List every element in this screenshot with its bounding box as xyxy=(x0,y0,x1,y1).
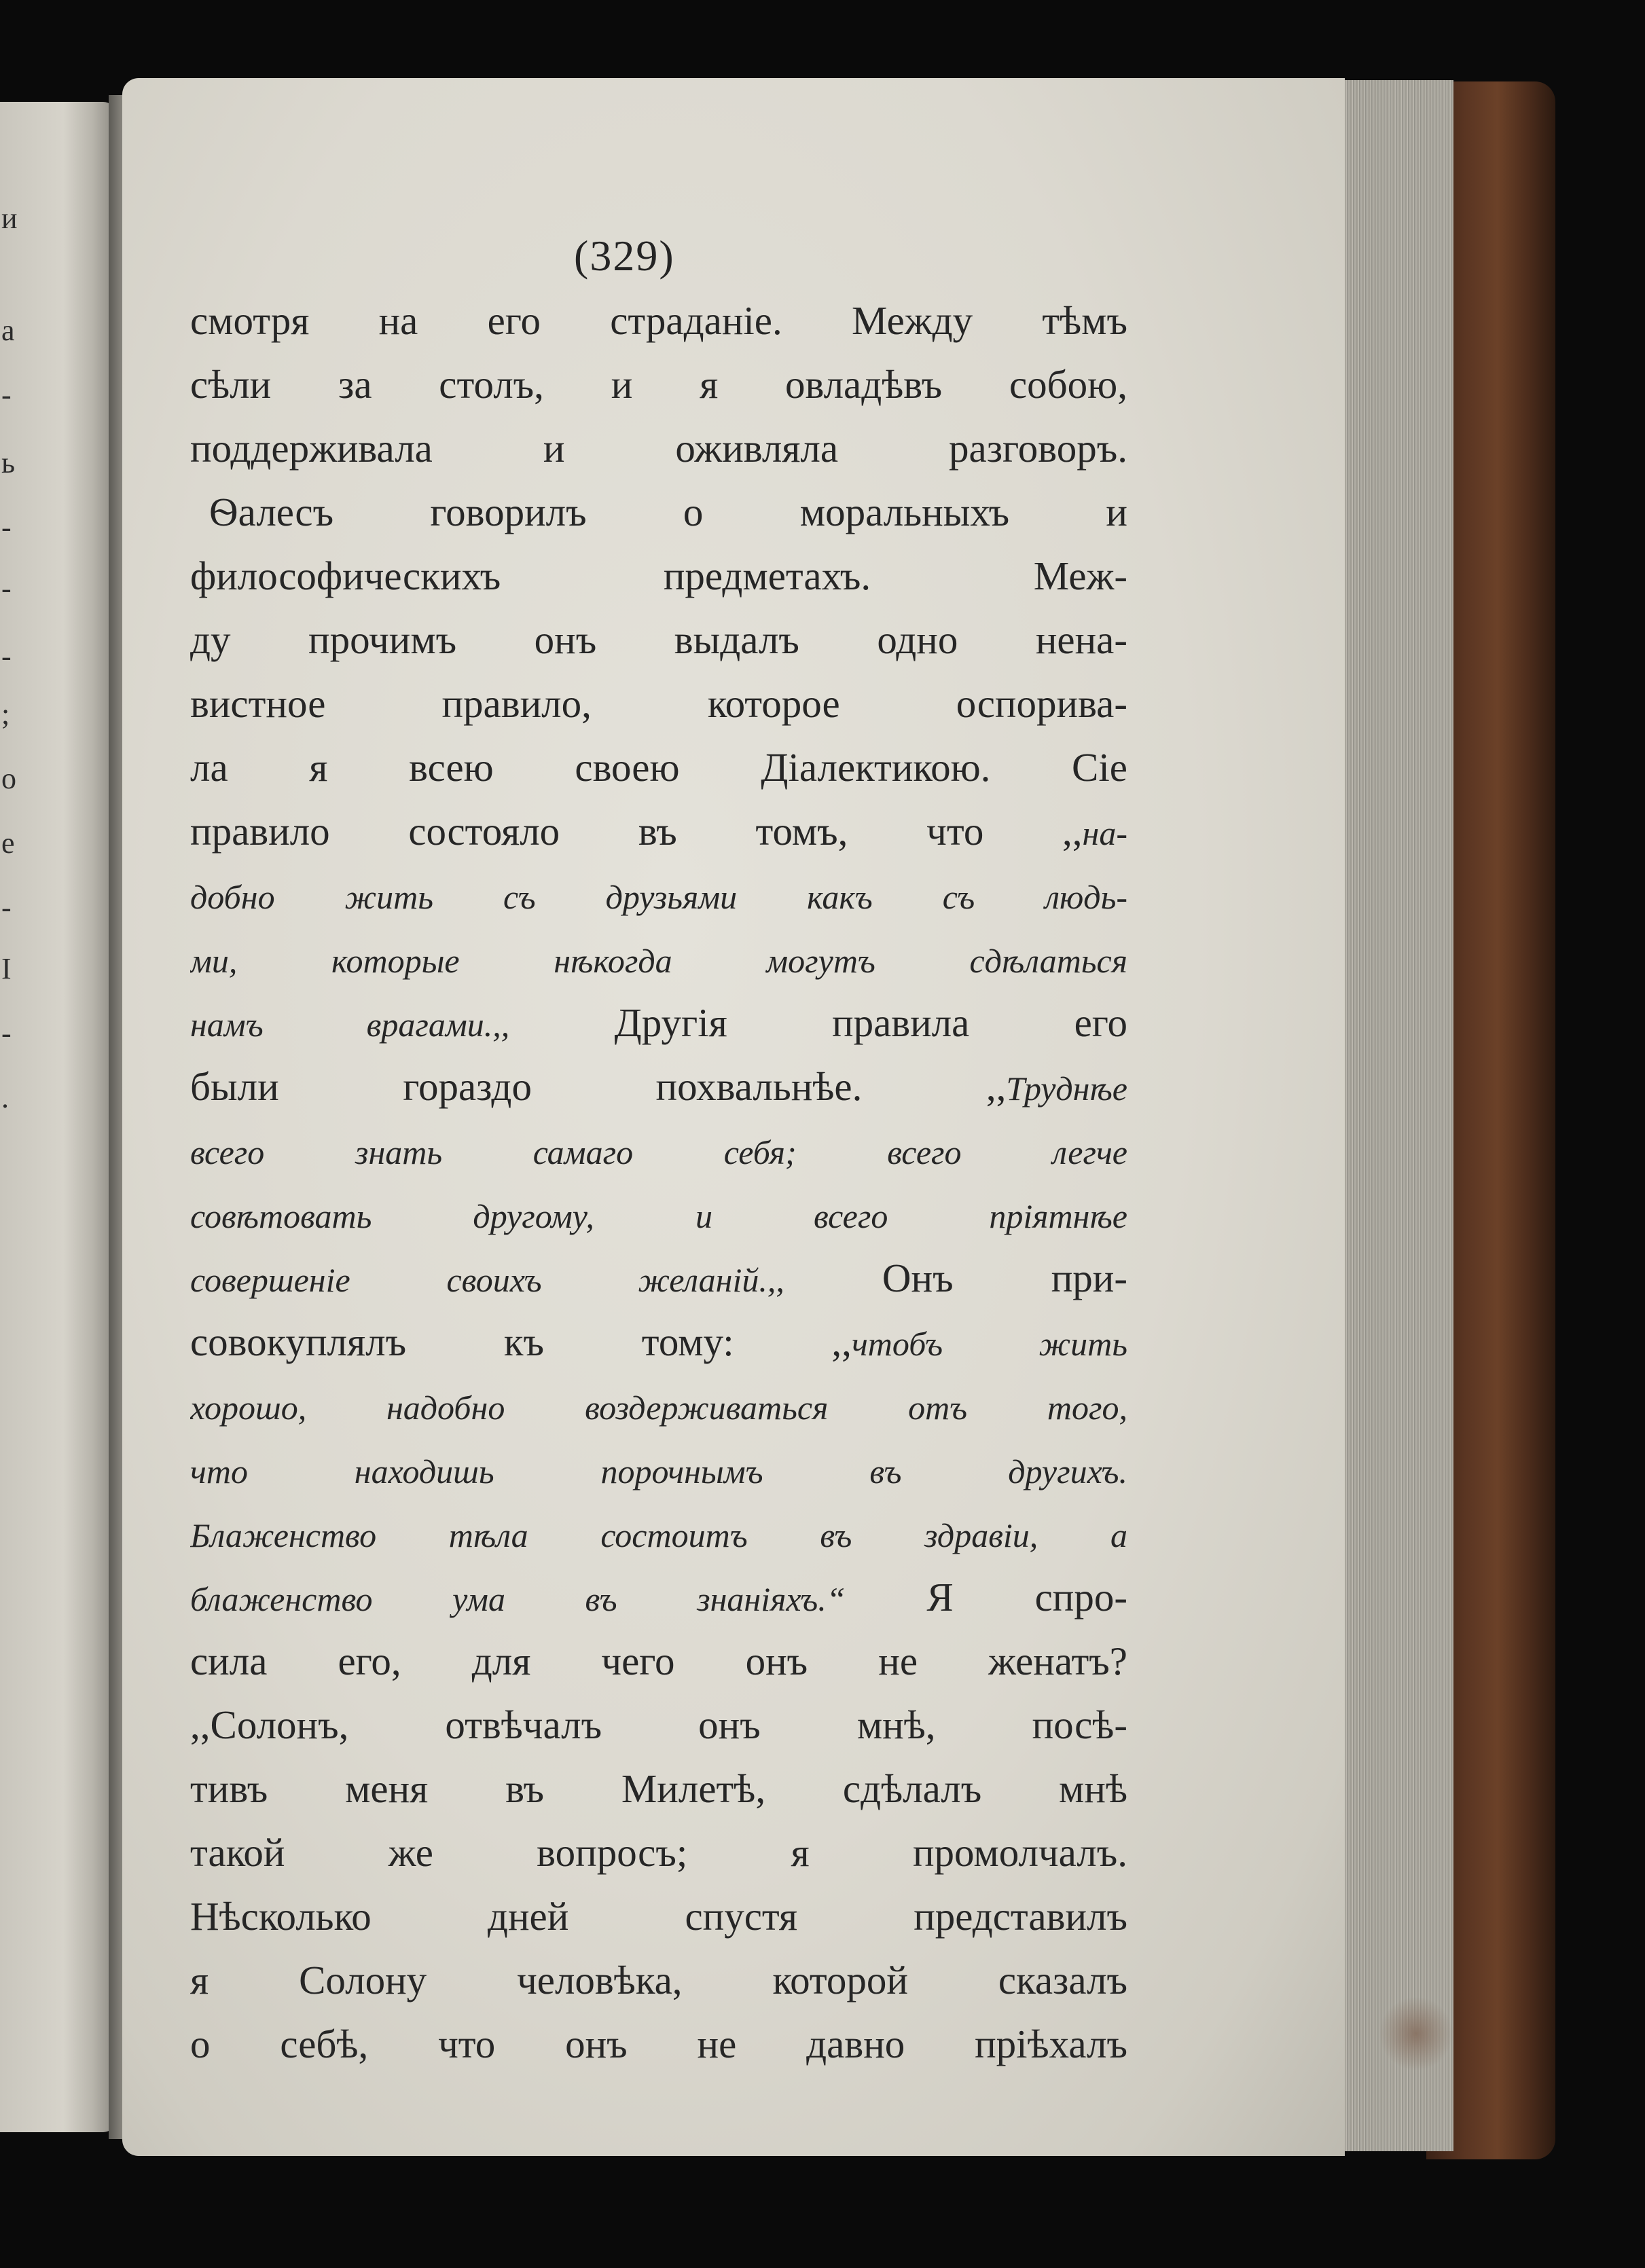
text-line xyxy=(190,1821,1127,1884)
text-line xyxy=(190,1246,1127,1310)
page-text xyxy=(190,289,1127,2076)
text-line xyxy=(190,1374,1127,1438)
text-line xyxy=(190,2012,1127,2076)
previous-page-glyph: . xyxy=(1,1081,9,1114)
body-text: сѣли за столъ, и я овладѣвъ собою, xyxy=(190,362,1127,407)
quoted-text: чтобъ жить xyxy=(851,1325,1127,1363)
body-text: Ѳалесъ говорилъ о моральныхъ и xyxy=(209,490,1127,534)
text-line xyxy=(190,1565,1127,1629)
text-line xyxy=(190,1501,1127,1565)
quoted-text: что находишь порочнымъ въ другихъ. xyxy=(190,1452,1127,1490)
body-text: Нѣсколько дней спустя представилъ xyxy=(190,1894,1127,1939)
previous-page-glyph: - xyxy=(1,1017,12,1050)
body-text: поддерживала и оживляла разговоръ. xyxy=(190,426,1127,471)
previous-page-glyph: - xyxy=(1,891,12,924)
previous-page-glyph: ; xyxy=(1,697,10,731)
text-line xyxy=(190,991,1127,1055)
quoted-text: хорошо, надобно воздерживаться отъ того, xyxy=(190,1389,1127,1427)
body-text: совокуплялъ къ тому: ,, xyxy=(190,1319,852,1364)
quoted-text: Труднѣе xyxy=(1006,1069,1127,1108)
body-text: Онъ при- xyxy=(784,1256,1127,1300)
page-number: (329) xyxy=(574,232,675,280)
body-text: философическихъ предметахъ. Меж- xyxy=(190,553,1127,598)
text-line xyxy=(190,1055,1127,1118)
text-line xyxy=(190,416,1127,480)
body-text: тивъ меня въ Милетѣ, сдѣлалъ мнѣ xyxy=(190,1766,1127,1811)
body-text: ду прочимъ онъ выдалъ одно нена- xyxy=(190,617,1127,662)
text-line xyxy=(190,735,1127,799)
text-line xyxy=(190,608,1127,672)
text-line xyxy=(190,1438,1127,1501)
quoted-text: всего знать самаго себя; всего легче xyxy=(190,1133,1127,1171)
body-text: Я спро- xyxy=(845,1575,1127,1620)
previous-page-glyph: - xyxy=(1,572,12,605)
text-line xyxy=(190,289,1127,352)
body-text: смотря на его страданіе. Между тѣмъ xyxy=(190,298,1127,343)
quoted-text: ми, которые нѣкогда могутъ сдѣлаться xyxy=(190,942,1127,980)
quoted-text: намъ врагами.,, xyxy=(190,1006,510,1044)
body-text: такой же вопросъ; я промолчалъ. xyxy=(190,1830,1127,1875)
text-line xyxy=(190,799,1127,863)
previous-page-glyph: о xyxy=(1,762,16,795)
quoted-text: на- xyxy=(1082,814,1127,852)
quoted-text: совѣтовать другому, и всего пріятнѣе xyxy=(190,1197,1127,1235)
previous-page-glyph: и xyxy=(1,202,18,235)
previous-page-edge-text xyxy=(0,102,27,2132)
text-line xyxy=(190,1310,1127,1374)
previous-page-glyph: - xyxy=(1,378,12,411)
text-line xyxy=(190,1118,1127,1182)
quoted-text: блаженство ума въ знаніяхъ.“ xyxy=(190,1580,846,1618)
body-text: были гораздо похвальнѣе. ,, xyxy=(190,1064,1007,1109)
quoted-text: Блаженство тѣла состоитъ въ здравіи, а xyxy=(190,1516,1127,1554)
previous-page xyxy=(0,102,115,2132)
text-line xyxy=(190,544,1127,608)
body-text: ла я всею своею Діалектикою. Сіе xyxy=(190,745,1127,790)
body-text: Другія правила его xyxy=(509,1000,1127,1045)
text-line xyxy=(190,1629,1127,1693)
text-line xyxy=(190,1948,1127,2012)
previous-page-glyph: а xyxy=(1,314,15,347)
text-line xyxy=(190,927,1127,991)
paper-stain xyxy=(1379,1996,1453,2071)
text-line xyxy=(190,480,1127,544)
previous-page-glyph: - xyxy=(1,511,12,544)
text-line xyxy=(190,352,1127,416)
text-line xyxy=(190,1757,1127,1821)
body-text: сила его, для чего онъ не женатъ? xyxy=(190,1639,1127,1683)
body-text: о себѣ, что онъ не давно пріѣхалъ xyxy=(190,2022,1127,2066)
previous-page-glyph: I xyxy=(1,952,12,985)
text-line xyxy=(190,863,1127,927)
quoted-text: совершеніе своихъ желаній.,, xyxy=(190,1261,784,1299)
previous-page-glyph: е xyxy=(1,826,15,860)
body-text: правило состояло въ томъ, что ,, xyxy=(190,809,1083,854)
body-text: я Солону человѣка, которой сказалъ xyxy=(190,1958,1127,2002)
quoted-text: добно жить съ друзьями какъ съ людь- xyxy=(190,878,1127,916)
page-edges xyxy=(1335,80,1453,2151)
text-line xyxy=(190,1182,1127,1246)
text-line xyxy=(190,1884,1127,1948)
body-text: вистное правило, которое оспорива- xyxy=(190,681,1127,726)
text-line xyxy=(190,672,1127,735)
previous-page-glyph: - xyxy=(1,640,12,673)
previous-page-glyph: ь xyxy=(1,446,16,479)
text-line xyxy=(190,1693,1127,1757)
body-text: ,,Солонъ, отвѣчалъ онъ мнѣ, посѣ- xyxy=(190,1702,1127,1747)
